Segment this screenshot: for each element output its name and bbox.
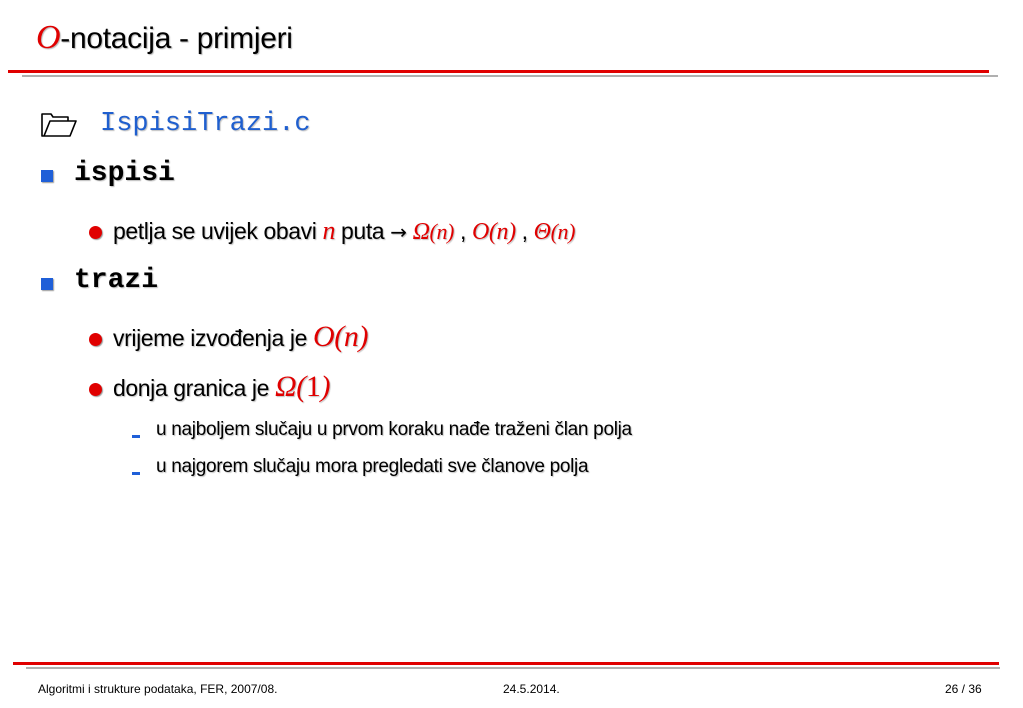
bullet-ispisi-loop: [113, 216, 575, 246]
separator: ,: [515, 218, 534, 244]
math-omega: Ω: [412, 219, 430, 245]
section-bullet-square: [41, 278, 53, 290]
footer-rule-grey: [26, 667, 1000, 669]
math-big-o: O(n): [471, 219, 516, 245]
section-heading-trazi: trazi: [74, 265, 159, 296]
math-paren: ): [320, 370, 331, 403]
bullet-text: petlja se uvijek obavi: [113, 218, 323, 244]
sub-bullet-dash: [132, 472, 140, 475]
footer-course: Algoritmi i strukture podataka, FER, 2007/08.: [38, 682, 278, 696]
section-heading-ispisi: ispisi: [74, 158, 175, 189]
math-omega: Ω: [274, 370, 297, 403]
sub-bullet-worst-case: u najgorem slučaju mora pregledati sve članove polja: [156, 456, 589, 477]
footer-page-number: 26 / 36: [945, 682, 982, 696]
section-bullet-square: [41, 170, 53, 182]
math-theta: Θ: [533, 219, 551, 245]
math-omega-arg: (n): [429, 219, 454, 244]
bullet-dot: [89, 383, 102, 396]
math-big-o: O(n): [312, 320, 369, 353]
bullet-text: donja granica je: [113, 375, 275, 401]
title-o-symbol: O: [36, 19, 61, 56]
arrow-icon: →: [390, 220, 407, 244]
bullet-text: vrijeme izvođenja je: [113, 325, 313, 351]
bullet-text-puta: puta: [335, 218, 391, 244]
source-file-name: IspisiTrazi.c: [100, 109, 311, 139]
open-folder-icon: [40, 112, 78, 138]
math-theta-arg: (n): [550, 219, 576, 244]
title-rule-grey: [22, 75, 998, 77]
math-n: n: [322, 216, 336, 245]
footer-date: 24.5.2014.: [503, 682, 560, 696]
bullet-trazi-lower-bound: [113, 370, 330, 404]
footer-rule-red: [13, 662, 999, 665]
bullet-trazi-runtime: [113, 320, 368, 354]
sub-bullet-best-case: u najboljem slučaju u prvom koraku nađe traženi član polja: [156, 419, 632, 440]
slide-title: [36, 18, 293, 59]
math-one: 1: [305, 370, 321, 403]
title-text: -notacija - primjeri: [60, 22, 293, 55]
sub-bullet-dash: [132, 435, 140, 438]
bullet-dot: [89, 333, 102, 346]
separator: ,: [453, 218, 472, 244]
bullet-dot: [89, 226, 102, 239]
math-paren: (: [296, 370, 306, 403]
title-rule-red: [8, 70, 989, 73]
